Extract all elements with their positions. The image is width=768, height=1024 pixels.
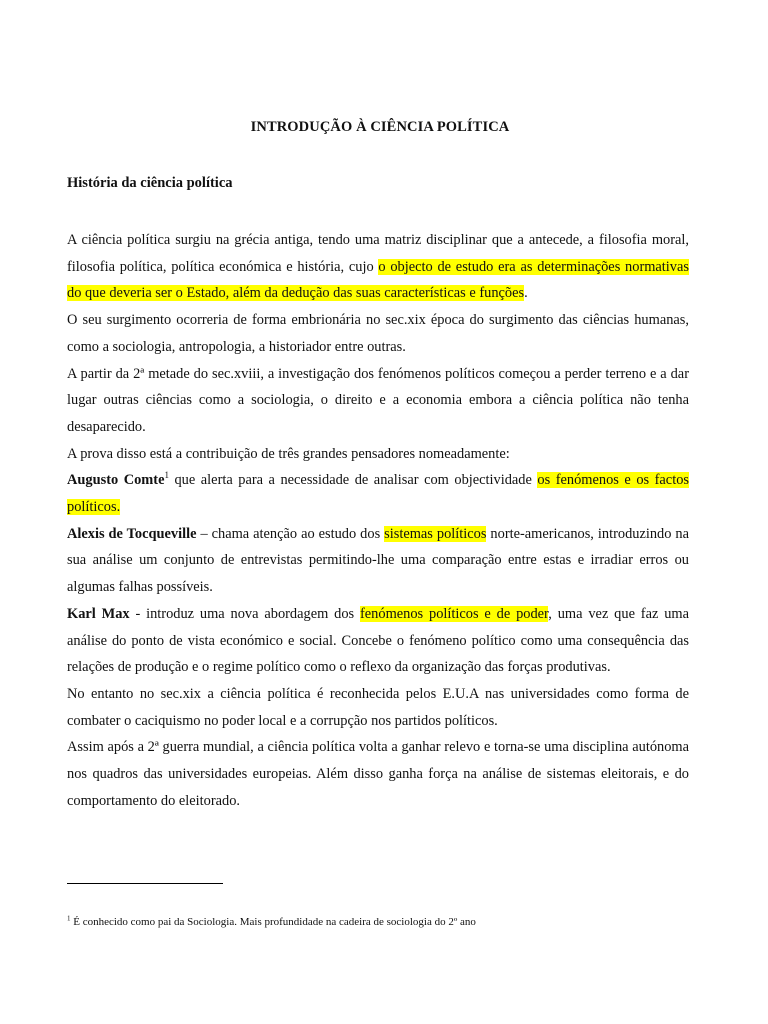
paragraph-marx: Karl Max - introduz uma nova abordagem dos fenómenos políticos e de poder, uma vez que faz uma análise do ponto de vista económico e social. Concebe o fenómeno político como uma consequência das relações de produção e o regime político como o reflexo da organização das forças produtivas.: [67, 605, 690, 676]
highlight: fenómenos políticos e de poder: [360, 605, 549, 622]
paragraph-origin: A ciência política surgiu na grécia antiga, tendo uma matriz disciplinar que a antecede, a filosofia moral, filosofia política, política económica e história, cujo o objecto de estudo era as determinações normativas do que deveria ser o Estado, além da dedução das suas características e funções.: [67, 232, 689, 302]
footnote-mark: 1: [67, 914, 71, 923]
paragraph-emergence: O seu surgimento ocorreria de forma embrionária no sec.xix época do surgimento das ciências humanas, como a sociologia, antropologia, a historiador entre outras.: [67, 312, 689, 355]
thinker-name: Alexis de Tocqueville: [67, 525, 197, 542]
paragraph-postwar: Assim após a 2ª guerra mundial, a ciência política volta a ganhar relevo e torna-se uma disciplina autónoma nos quadros das universidades europeias. Além disso ganha força na análise de sistemas eleitorais, e do comportamento do eleitorado.: [67, 739, 689, 809]
highlight: o objecto de estudo era as determinações normativas do que deveria ser o Estado, além da dedução das suas características e funções: [67, 258, 689, 302]
section-heading: História da ciência política: [67, 175, 233, 191]
thinker-name: Karl Max: [67, 605, 130, 622]
highlight: os fenómenos e os factos políticos.: [67, 472, 689, 516]
footnote-text: É conhecido como pai da Sociologia. Mais profundidade na cadeira de sociologia do 2º ano: [70, 916, 476, 928]
document-title: INTRODUÇÃO À CIÊNCIA POLÍTICA: [250, 119, 510, 135]
paragraph-comte: Augusto Comte$^1$ que alerta para a necessidade de analisar com objectividade os fenómenos e os factos políticos.: [67, 470, 689, 516]
footnote-ref: 1: [164, 470, 169, 481]
document-body: [67, 227, 689, 814]
footnote: [67, 916, 707, 928]
paragraph-usa: No entanto no sec.xix a ciência política é reconhecida pelos E.U.A nas universidades como forma de combater o caciquismo no poder local e a corrupção nos partidos políticos.: [67, 685, 689, 729]
paragraph-thinkers-intro: A prova disso está a contribuição de três grandes pensadores nomeadamente:: [67, 445, 510, 462]
thinker-name: Augusto Comte: [67, 472, 165, 489]
paragraph-decline: A partir da 2ª metade do sec.xviii, a investigação dos fenómenos políticos começou a perder terreno e a dar lugar outras ciências como a sociologia, o direito e a economia embora a ciência política não tenha desaparecido.: [67, 365, 689, 435]
highlight: sistemas políticos: [384, 525, 487, 542]
paragraph-tocqueville: Alexis de Tocqueville – chama atenção ao estudo dos sistemas políticos norte-americanos, introduzindo na sua análise um conjunto de entrevistas permitindo-lhe uma comparação entre estas e irradiar erros ou algumas falhas possíveis.: [67, 525, 689, 596]
footnote-separator: [67, 883, 223, 884]
